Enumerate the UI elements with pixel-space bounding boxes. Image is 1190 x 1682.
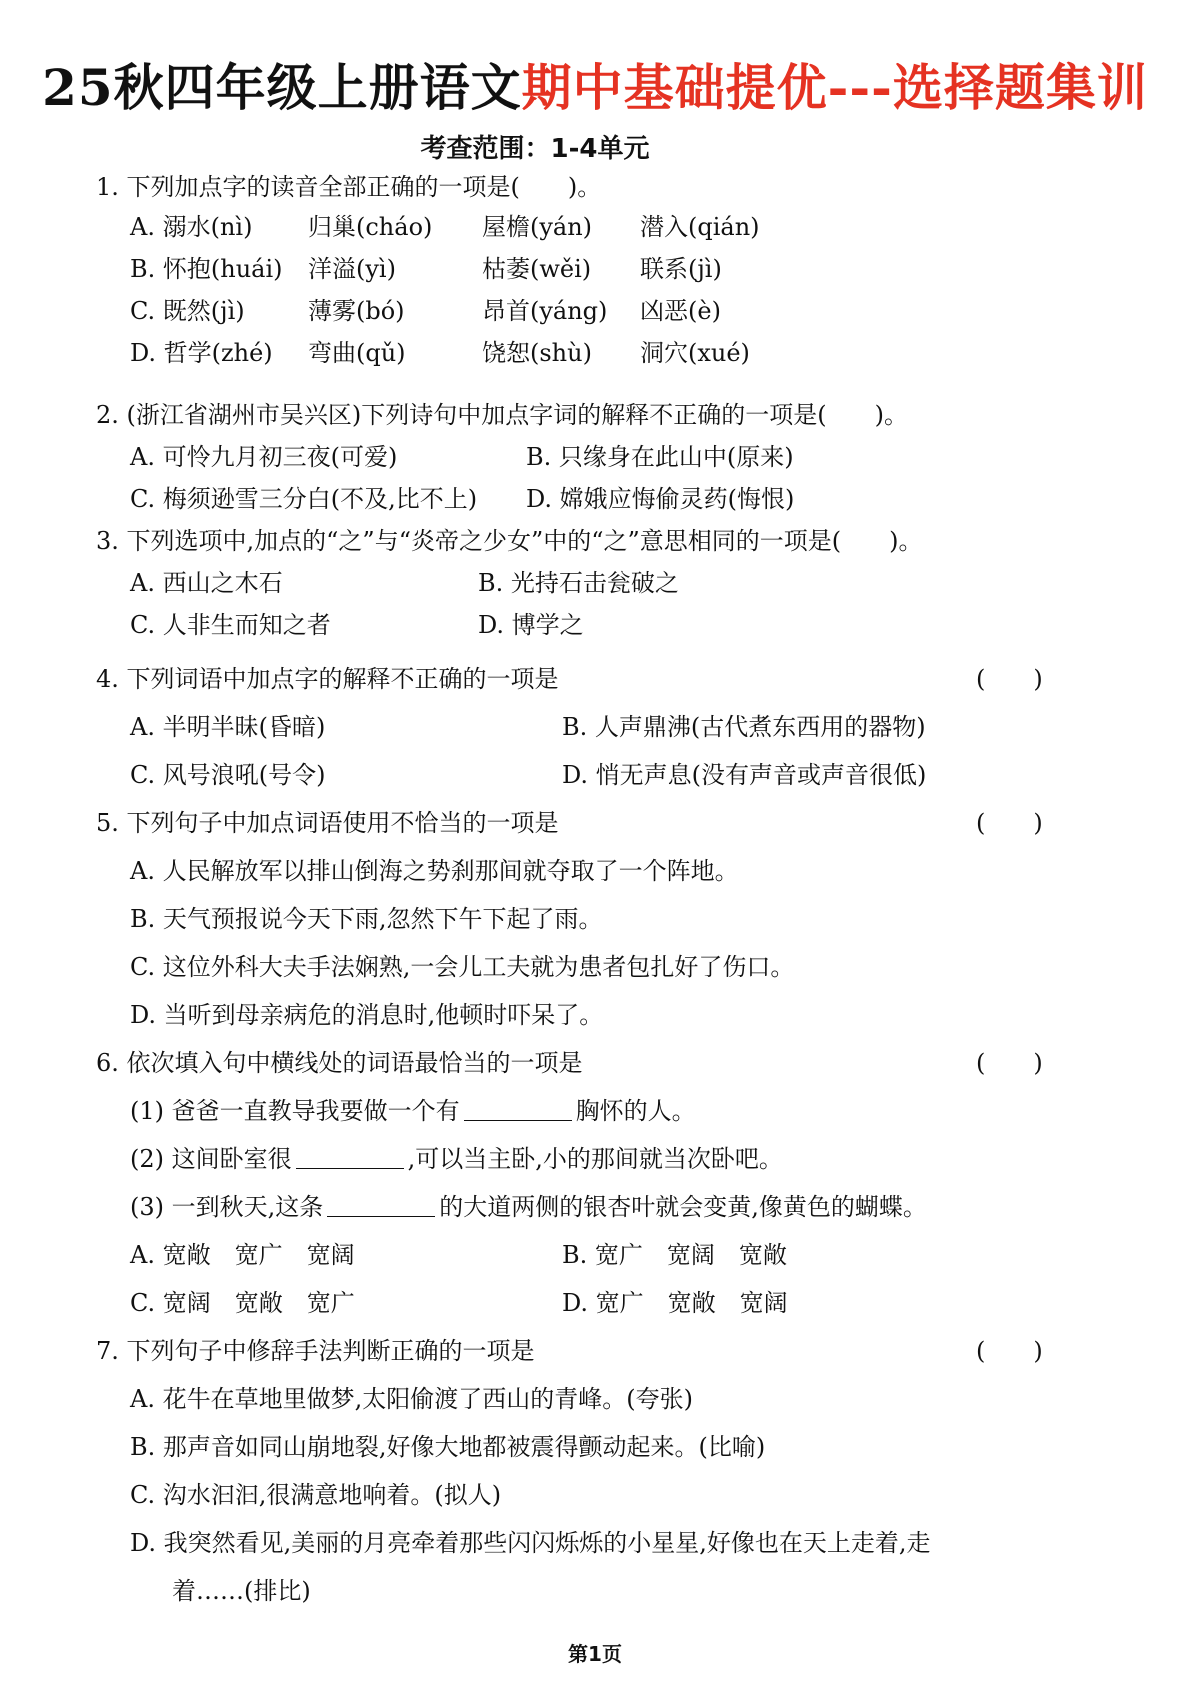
q6-option-b: B. 宽广 宽阔 宽敞 bbox=[562, 1241, 787, 1269]
question-4-stem: 4. 下列词语中加点字的解释不正确的一项是 bbox=[96, 665, 559, 693]
q1-option-d-4: 洞穴(xué) bbox=[640, 339, 750, 367]
q4-answer-parens: ( ) bbox=[976, 665, 1043, 693]
question-6-stem: 6. 依次填入句中横线处的词语最恰当的一项是 bbox=[96, 1049, 583, 1077]
q6-sentence-3-after: 的大道两侧的银杏叶就会变黄,像黄色的蝴蝶。 bbox=[439, 1193, 927, 1221]
q7-option-d-continued: 着……(排比) bbox=[172, 1577, 311, 1605]
q2-option-c: C. 梅须逊雪三分白(不及,比不上) bbox=[130, 485, 478, 513]
q6-blank-1 bbox=[464, 1098, 572, 1121]
q1-option-d-2: 弯曲(qǔ) bbox=[308, 339, 406, 367]
q6-blank-3 bbox=[327, 1194, 435, 1217]
q6-blank-2 bbox=[296, 1146, 404, 1169]
q4-option-b: B. 人声鼎沸(古代煮东西用的器物) bbox=[562, 713, 926, 741]
q1-option-b-2: 洋溢(yì) bbox=[308, 255, 396, 283]
q1-option-a-3: 屋檐(yán) bbox=[482, 213, 593, 241]
question-7-stem: 7. 下列句子中修辞手法判断正确的一项是 bbox=[96, 1337, 535, 1365]
q7-option-b: B. 那声音如同山崩地裂,好像大地都被震得颤动起来。(比喻) bbox=[130, 1433, 766, 1461]
q6-option-c: C. 宽阔 宽敞 宽广 bbox=[130, 1289, 355, 1317]
page-title bbox=[0, 48, 1190, 120]
q5-option-d: D. 当听到母亲病危的消息时,他顿时吓呆了。 bbox=[130, 1001, 604, 1029]
question-5-stem: 5. 下列句子中加点词语使用不恰当的一项是 bbox=[96, 809, 559, 837]
q1-option-b-3: 枯萎(wěi) bbox=[482, 255, 592, 283]
q6-sentence-2-before: (2) 这间卧室很 bbox=[130, 1145, 292, 1173]
q2-option-b: B. 只缘身在此山中(原来) bbox=[526, 443, 794, 471]
q1-option-c-3: 昂首(yáng) bbox=[482, 297, 608, 325]
title-main: 25秋四年级上册语文 bbox=[42, 58, 522, 117]
q6-sentence-1-after: 胸怀的人。 bbox=[575, 1097, 696, 1125]
title-highlight: 期中基础提优---选择题集训 bbox=[521, 58, 1148, 117]
q1-option-d-1: D. 哲学(zhé) bbox=[130, 339, 273, 367]
q1-option-c-1: C. 既然(jì) bbox=[130, 297, 245, 325]
q6-sentence-1-before: (1) 爸爸一直教导我要做一个有 bbox=[130, 1097, 460, 1125]
exam-scope: 考查范围：1-4单元 bbox=[420, 134, 650, 164]
q2-option-d: D. 嫦娥应悔偷灵药(悔恨) bbox=[526, 485, 795, 513]
q1-option-c-4: 凶恶(è) bbox=[640, 297, 721, 325]
q1-option-d-3: 饶恕(shù) bbox=[482, 339, 592, 367]
q5-option-b: B. 天气预报说今天下雨,忽然下午下起了雨。 bbox=[130, 905, 603, 933]
q1-option-a-2: 归巢(cháo) bbox=[308, 213, 433, 241]
q2-option-a: A. 可怜九月初三夜(可爱) bbox=[130, 443, 398, 471]
q6-option-d: D. 宽广 宽敞 宽阔 bbox=[562, 1289, 788, 1317]
q4-option-a: A. 半明半昧(昏暗) bbox=[130, 713, 326, 741]
q4-option-d: D. 悄无声息(没有声音或声音很低) bbox=[562, 761, 927, 789]
q6-sentence-3-before: (3) 一到秋天,这条 bbox=[130, 1193, 324, 1221]
q7-answer-parens: ( ) bbox=[976, 1337, 1043, 1365]
q4-option-c: C. 风号浪吼(号令) bbox=[130, 761, 326, 789]
q6-sentence-2 bbox=[130, 1144, 783, 1174]
q3-option-a: A. 西山之木石 bbox=[130, 569, 283, 597]
q1-option-b-4: 联系(jì) bbox=[640, 255, 722, 283]
q5-option-c: C. 这位外科大夫手法娴熟,一会儿工夫就为患者包扎好了伤口。 bbox=[130, 953, 795, 981]
q7-option-c: C. 沟水汩汩,很满意地响着。(拟人) bbox=[130, 1481, 502, 1509]
q6-sentence-2-after: ,可以当主卧,小的那间就当次卧吧。 bbox=[407, 1145, 783, 1173]
q5-option-a: A. 人民解放军以排山倒海之势刹那间就夺取了一个阵地。 bbox=[130, 857, 739, 885]
q3-option-c: C. 人非生而知之者 bbox=[130, 611, 331, 639]
q6-sentence-3 bbox=[130, 1192, 927, 1222]
q3-option-d: D. 博学之 bbox=[478, 611, 584, 639]
q6-answer-parens: ( ) bbox=[976, 1049, 1043, 1077]
page-number: 第1页 bbox=[568, 1642, 622, 1666]
q6-sentence-1 bbox=[130, 1096, 696, 1126]
question-3-stem: 3. 下列选项中,加点的“之”与“炎帝之少女”中的“之”意思相同的一项是( )。 bbox=[96, 527, 923, 555]
q1-option-a-1: A. 溺水(nì) bbox=[130, 213, 253, 241]
q7-option-a: A. 花牛在草地里做梦,太阳偷渡了西山的青峰。(夸张) bbox=[130, 1385, 693, 1413]
q3-option-b: B. 光持石击瓮破之 bbox=[478, 569, 679, 597]
q7-option-d: D. 我突然看见,美丽的月亮牵着那些闪闪烁烁的小星星,好像也在天上走着,走 bbox=[130, 1529, 931, 1557]
q6-option-a: A. 宽敞 宽广 宽阔 bbox=[130, 1241, 355, 1269]
q1-option-a-4: 潜入(qián) bbox=[640, 213, 760, 241]
q1-option-c-2: 薄雾(bó) bbox=[308, 297, 405, 325]
q1-option-b-1: B. 怀抱(huái) bbox=[130, 255, 283, 283]
question-1-stem: 1. 下列加点字的读音全部正确的一项是( )。 bbox=[96, 173, 602, 201]
question-2-stem: 2. (浙江省湖州市吴兴区)下列诗句中加点字词的解释不正确的一项是( )。 bbox=[96, 401, 908, 429]
q5-answer-parens: ( ) bbox=[976, 809, 1043, 837]
